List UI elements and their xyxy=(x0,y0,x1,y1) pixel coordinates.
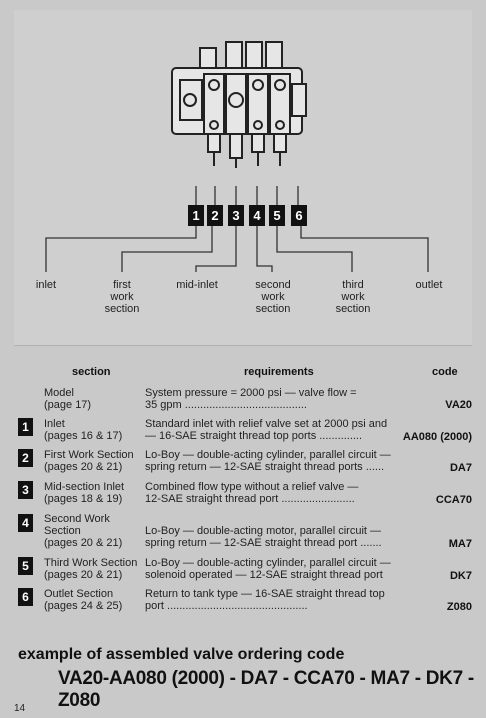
row-section: Model (page 17) xyxy=(44,387,92,411)
row-badge: 1 xyxy=(18,418,33,436)
row-code: CCA70 xyxy=(435,494,472,506)
row-badge: 4 xyxy=(18,514,33,532)
label-inlet: inlet xyxy=(35,279,57,291)
row-badge: 2 xyxy=(18,449,33,467)
label-outlet: outlet xyxy=(415,279,443,291)
row-code: AA080 (2000) xyxy=(402,431,472,443)
leader-lines xyxy=(46,186,428,272)
row-requirements: Return to tank type — 16-SAE straight thread top port .............................................. xyxy=(145,588,385,612)
row-requirements: Lo-Boy — double-acting cylinder, parallel circuit — spring return — 12-SAE straight thread ports ...... xyxy=(145,449,391,473)
row-badge: 3 xyxy=(18,481,33,499)
row-section: Third Work Section (pages 20 & 21) xyxy=(44,557,138,581)
label-third-work-section: third work section xyxy=(335,279,371,315)
row-section: Outlet Section (pages 24 & 25) xyxy=(44,588,123,612)
page-number: 14 xyxy=(14,703,26,714)
row-section: First Work Section (pages 20 & 21) xyxy=(44,449,134,473)
row-code: DA7 xyxy=(449,462,472,474)
label-mid-inlet: mid-inlet xyxy=(176,279,218,291)
callout-4: 4 xyxy=(249,205,265,226)
callout-5: 5 xyxy=(269,205,285,226)
label-first-work-section: first work section xyxy=(104,279,140,315)
row-code: VA20 xyxy=(445,399,472,411)
callout-6: 6 xyxy=(291,205,307,226)
row-badge: 5 xyxy=(18,557,33,575)
row-section: Inlet (pages 16 & 17) xyxy=(44,418,123,442)
row-requirements: System pressure = 2000 psi — valve flow = 35 gpm ........................................ xyxy=(145,387,357,411)
row-requirements: Standard inlet with relief valve set at 2000 psi and — 16-SAE straight thread top ports .............. xyxy=(145,418,388,442)
row-code: DK7 xyxy=(449,570,472,582)
row-badge: 6 xyxy=(18,588,33,606)
row-section: Second Work Section (pages 20 & 21) xyxy=(44,513,123,549)
callout-3: 3 xyxy=(228,205,244,226)
row-code: Z080 xyxy=(446,601,472,613)
callout-1: 1 xyxy=(188,205,204,226)
callout-2: 2 xyxy=(207,205,223,226)
row-code: MA7 xyxy=(448,538,472,550)
row-requirements: Lo-Boy — double-acting cylinder, parallel circuit — solenoid operated — 12-SAE straight thread port xyxy=(145,557,391,581)
row-section: Mid-section Inlet (pages 18 & 19) xyxy=(44,481,125,505)
label-second-work-section: second work section xyxy=(255,279,291,315)
valve-assembly-illustration xyxy=(172,42,306,168)
row-requirements: Combined flow type without a relief valve — 12-SAE straight thread port ........................ xyxy=(145,481,359,505)
row-requirements: Lo-Boy — double-acting motor, parallel circuit — spring return — 12-SAE straight thread port ....... xyxy=(145,525,382,549)
example-ordering-code: VA20-AA080 (2000) - DA7 - CCA70 - MA7 - DK7 - Z080 xyxy=(58,668,474,711)
header-requirements: requirements xyxy=(244,366,314,378)
header-code: code xyxy=(432,366,458,378)
header-section: section xyxy=(72,366,111,378)
example-title: example of assembled valve ordering code xyxy=(18,646,345,663)
